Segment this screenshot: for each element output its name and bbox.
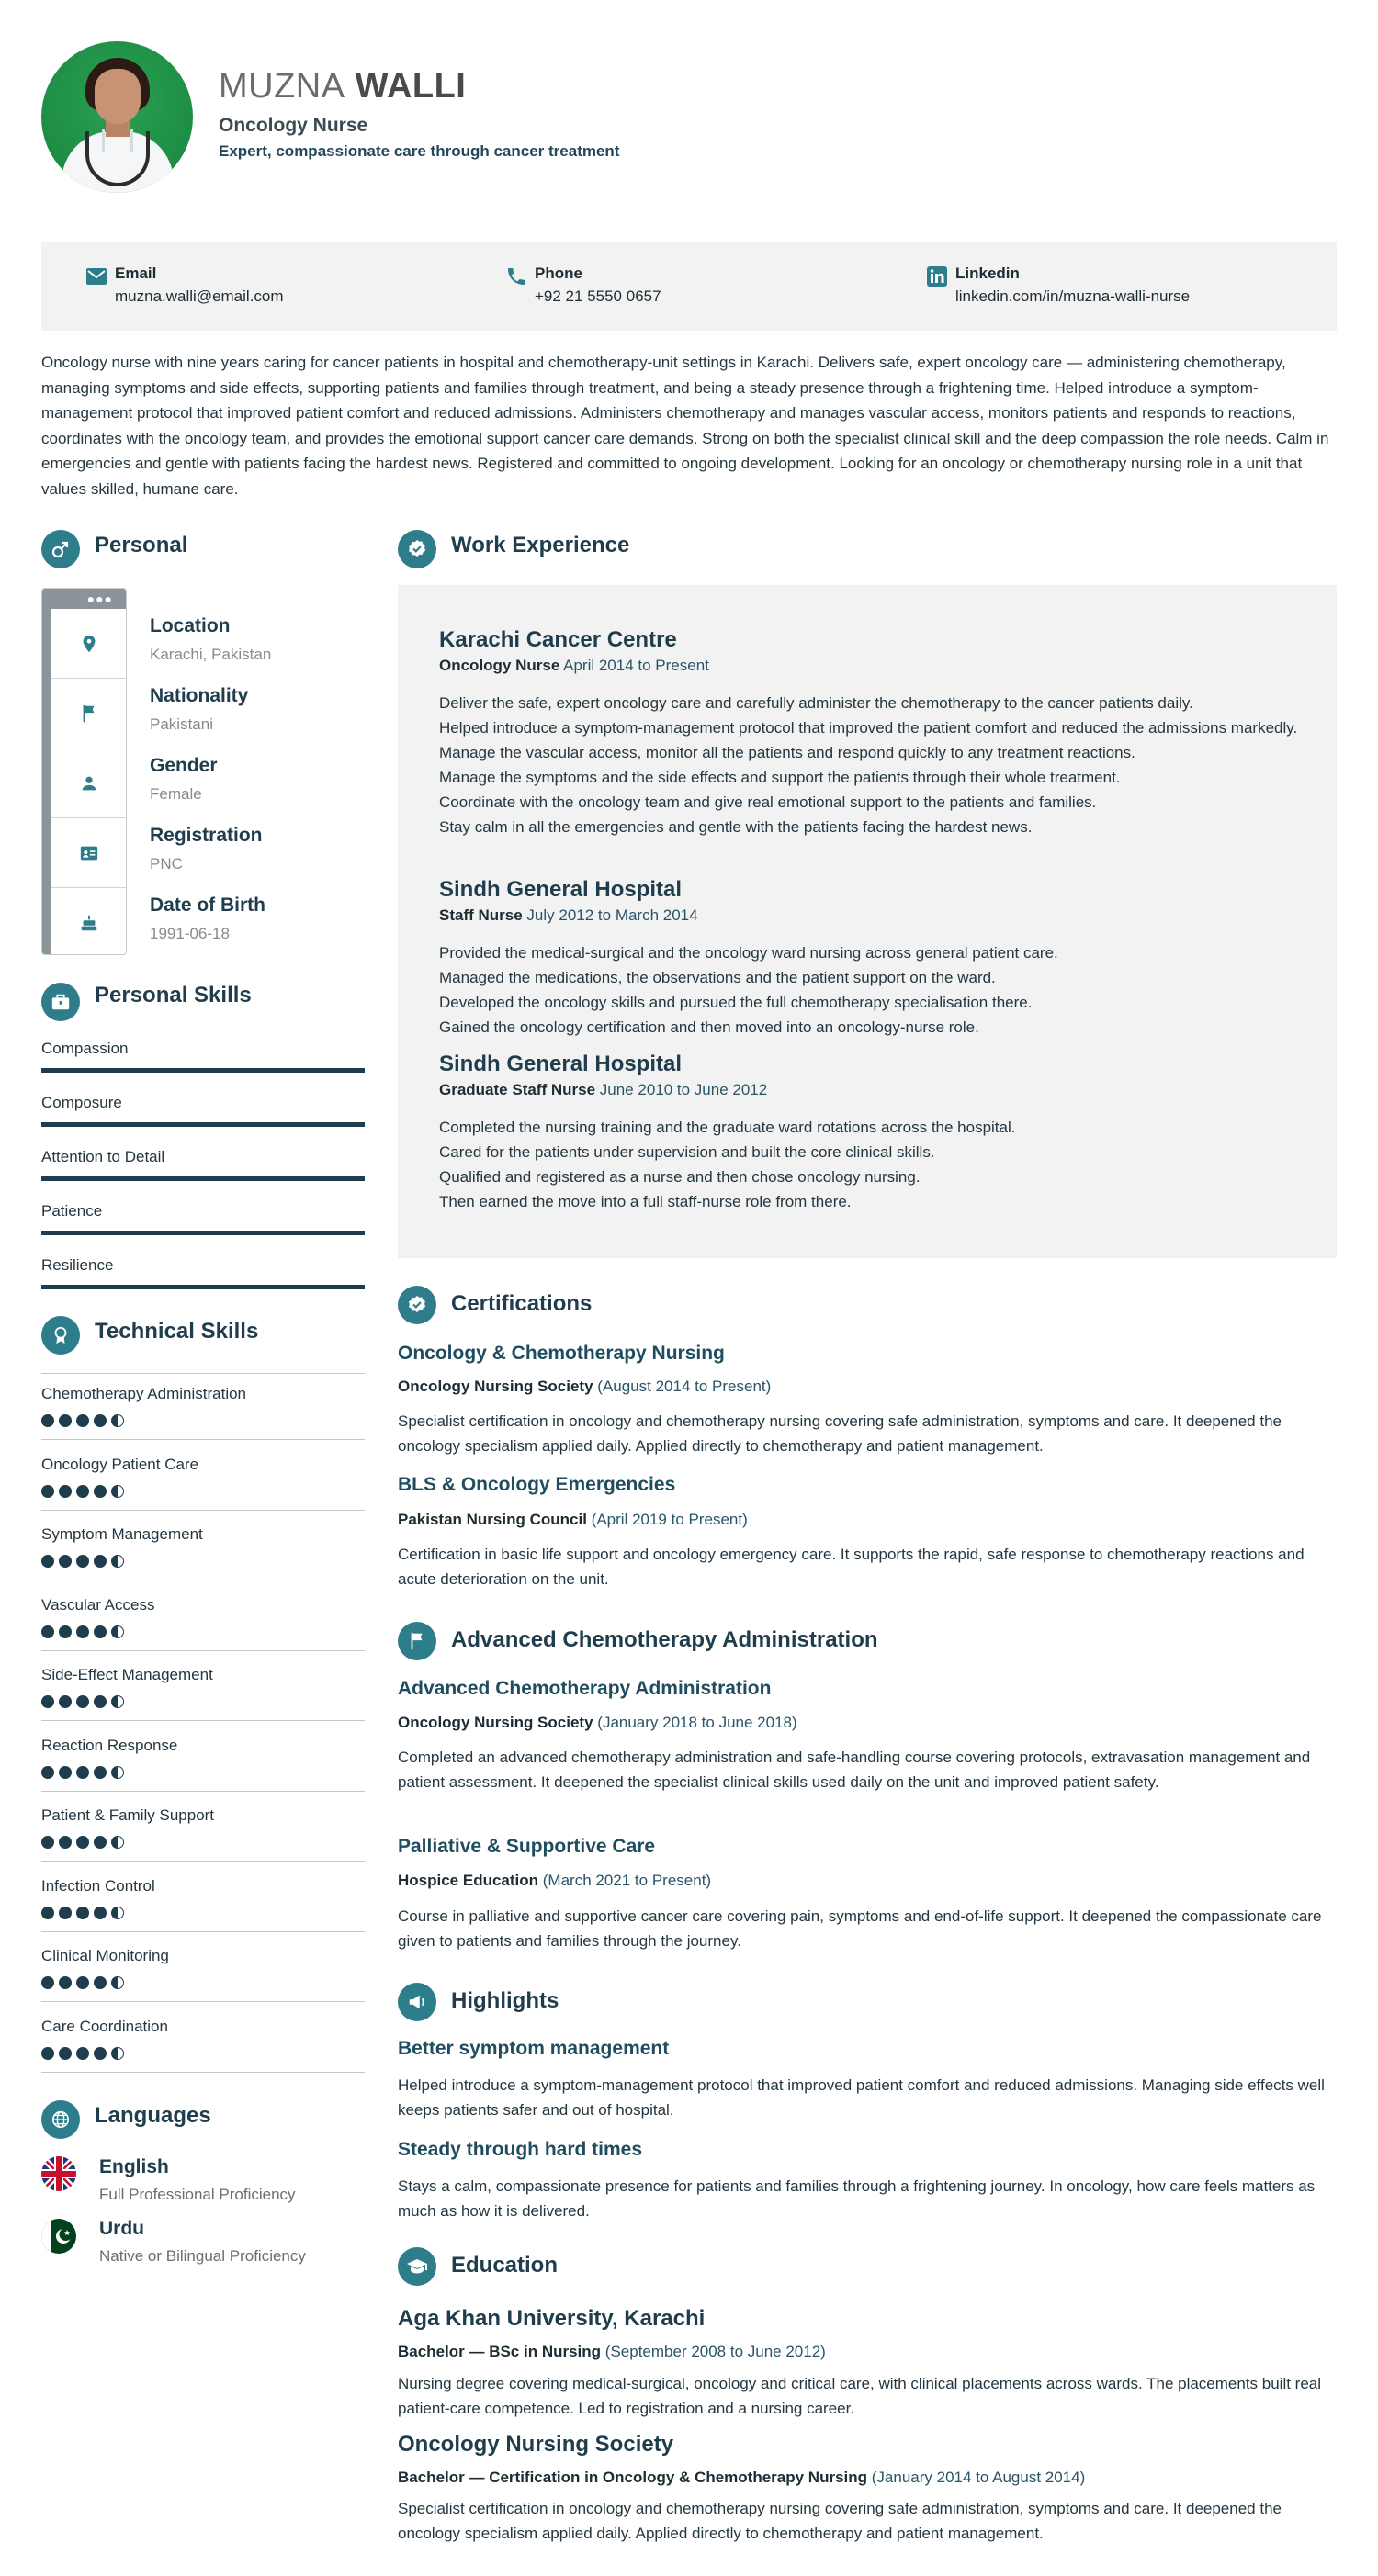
- first-name: MUZNA: [219, 67, 345, 106]
- job-duty: Then earned the move into a full staff-nurse role from there.: [439, 1193, 852, 1210]
- last-name: WALLI: [355, 67, 467, 106]
- certified-check-icon: [398, 1286, 436, 1324]
- certifications-heading: Certifications: [451, 1291, 593, 1316]
- full-name: [219, 67, 466, 107]
- job-company: Sindh General Hospital: [439, 1052, 683, 1076]
- job-duties: [439, 940, 1312, 1040]
- personal-icon-column: ●●●: [41, 588, 127, 955]
- location-label: Location: [150, 615, 231, 636]
- profile-photo: [41, 41, 193, 193]
- technical-skill: Oncology Patient Care: [41, 1456, 199, 1473]
- job-duty: Coordinate with the oncology team and give real emotional support to the patients and families.: [439, 793, 1097, 811]
- certification-title: Oncology & Chemotherapy Nursing: [398, 1343, 725, 1364]
- course-description: Course in palliative and supportive cancer care covering pain, symptoms and end-of-life support. It deepened the compassionate care given to patients and families through the journey.: [398, 1907, 1322, 1950]
- highlights-heading: Highlights: [451, 1988, 559, 2013]
- education-description: Nursing degree covering medical-surgical, oncology and critical care, with clinical placements across wards. The placements built real patient-care competence. Led to registration and a nursing career.: [398, 2375, 1322, 2417]
- job-dates: June 2010 to June 2012: [599, 1081, 768, 1098]
- linkedin-icon: [926, 265, 948, 287]
- pakistan-flag-icon: [41, 2219, 76, 2254]
- certification-period: (April 2019 to Present): [591, 1511, 748, 1528]
- job-duty: Cared for the patients under supervision and built the core clinical skills.: [439, 1143, 935, 1161]
- megaphone-icon: [398, 1983, 436, 2021]
- divider: [41, 1510, 365, 1511]
- certification-description: Specialist certification in oncology and chemotherapy nursing covering safe administration, symptoms and care. It deepened the oncology specialism applied daily. Applied directly to chemotherapy and patient management.: [398, 1412, 1282, 1455]
- job-role-line: [439, 657, 709, 675]
- technical-skill: Infection Control: [41, 1877, 155, 1895]
- linkedin-label: Linkedin: [955, 264, 1020, 282]
- linkedin-value[interactable]: linkedin.com/in/muzna-walli-nurse: [955, 287, 1191, 305]
- person-icon: [79, 773, 99, 793]
- skill-bar: [41, 1285, 365, 1289]
- job-role: Oncology Nurse: [439, 657, 560, 674]
- nationality-value: Pakistani: [150, 715, 213, 733]
- job-duties: [439, 1115, 1312, 1214]
- education-description: Specialist certification in oncology and chemotherapy nursing covering safe administration, symptoms and care. It deepened the oncology specialism applied daily. Applied directly to chemotherapy and patient management.: [398, 2500, 1282, 2542]
- certification-issuer: Oncology Nursing Society: [398, 1378, 593, 1395]
- language-name: Urdu: [99, 2218, 144, 2239]
- certification-issuer-line: [398, 1511, 748, 1529]
- course-period: (March 2021 to Present): [542, 1872, 712, 1889]
- personal-heading: Personal: [95, 533, 188, 557]
- highlight-description: Helped introduce a symptom-management protocol that improved patient comfort and reduced admissions. Managing side effects well keeps patients safer and out of hospital.: [398, 2076, 1325, 2119]
- course-description: Completed an advanced chemotherapy administration and safe-handling course covering protocols, extravasation management and patient assessment. It deepened the specialist clinical skills used daily on the unit and improved patient safety.: [398, 1749, 1311, 1791]
- email-label: Email: [115, 264, 157, 282]
- skill-rating: [41, 1836, 124, 1849]
- technical-skill: Reaction Response: [41, 1737, 178, 1754]
- divider: [41, 1650, 365, 1651]
- certification-description: Certification in basic life support and oncology emergency care. It supports the rapid, safe response to chemotherapy reactions and acute deterioration on the unit.: [398, 1546, 1305, 1588]
- skill-bar: [41, 1068, 365, 1073]
- job-role: Graduate Staff Nurse: [439, 1081, 596, 1098]
- technical-skill: Chemotherapy Administration: [41, 1385, 247, 1402]
- contact-bar: [41, 242, 1337, 331]
- highlight-title: Better symptom management: [398, 2038, 670, 2059]
- divider: [41, 2001, 365, 2002]
- certification-issuer: Pakistan Nursing Council: [398, 1511, 587, 1528]
- technical-skills-heading: Technical Skills: [95, 1319, 259, 1344]
- skill-bar: [41, 1176, 365, 1181]
- globe-icon: [41, 2100, 80, 2139]
- cake-icon: [79, 913, 99, 933]
- skill-rating: [41, 1555, 124, 1568]
- personal-skill: Patience: [41, 1202, 103, 1220]
- course-title: Advanced Chemotherapy Administration: [398, 1678, 772, 1699]
- registration-cell: [51, 818, 127, 888]
- phone-icon: [505, 265, 527, 287]
- gender-label: Gender: [150, 755, 218, 776]
- language-level: Native or Bilingual Proficiency: [99, 2247, 306, 2265]
- verified-badge-icon: [398, 530, 436, 568]
- highlight-title: Steady through hard times: [398, 2139, 643, 2160]
- gender-symbol-icon: [41, 530, 80, 568]
- course-provider-line: [398, 1872, 711, 1890]
- technical-skill: Vascular Access: [41, 1596, 155, 1614]
- job-duty: Manage the vascular access, monitor all the patients and respond quickly to any treatment reactions.: [439, 744, 1135, 761]
- registration-label: Registration: [150, 825, 263, 846]
- dob-label: Date of Birth: [150, 894, 265, 916]
- skill-rating: [41, 1976, 124, 1989]
- skill-rating: [41, 1695, 124, 1708]
- tagline: Expert, compassionate care through cancer treatment: [219, 142, 620, 160]
- education-period: (January 2014 to August 2014): [871, 2469, 1086, 2486]
- skill-rating: [41, 1485, 124, 1498]
- education-degree: Bachelor — Certification in Oncology & Chemotherapy Nursing: [398, 2469, 868, 2486]
- course-provider: Hospice Education: [398, 1872, 539, 1889]
- skill-rating: [41, 2047, 124, 2060]
- language-name: English: [99, 2156, 169, 2177]
- job-duty: Helped introduce a symptom-management protocol that improved the patient comfort and reduced the admissions markedly.: [439, 719, 1298, 737]
- education-institution: Aga Khan University, Karachi: [398, 2306, 706, 2331]
- skill-rating: [41, 1414, 124, 1427]
- job-role-line: [439, 1081, 767, 1099]
- map-pin-icon: [79, 634, 99, 654]
- flag-icon: [79, 703, 99, 724]
- divider: [41, 1373, 365, 1374]
- resume-header: [41, 41, 1337, 193]
- certification-period: (August 2014 to Present): [597, 1378, 772, 1395]
- divider: [41, 1931, 365, 1932]
- advanced-chemotherapy-heading: Advanced Chemotherapy Administration: [451, 1627, 878, 1652]
- job-duty: Manage the symptoms and the side effects and support the patients through their whole treatment.: [439, 769, 1121, 786]
- job-role-line: [439, 906, 698, 925]
- education-degree: Bachelor — BSc in Nursing: [398, 2343, 602, 2360]
- education-institution: Oncology Nursing Society: [398, 2432, 674, 2457]
- job-company: Karachi Cancer Centre: [439, 627, 677, 652]
- nationality-label: Nationality: [150, 685, 249, 706]
- dob-cell: [51, 888, 127, 955]
- education-degree-line: [398, 2343, 826, 2361]
- skill-rating: [41, 1907, 124, 1919]
- course-title: Palliative & Supportive Care: [398, 1836, 656, 1857]
- graduation-cap-icon: [398, 2247, 436, 2286]
- technical-skill: Patient & Family Support: [41, 1806, 215, 1824]
- personal-skill: Resilience: [41, 1256, 114, 1274]
- email-value[interactable]: muzna.walli@email.com: [115, 287, 284, 305]
- education-degree-line: [398, 2469, 1085, 2487]
- education-period: (September 2008 to June 2012): [604, 2343, 826, 2360]
- location-value: Karachi, Pakistan: [150, 646, 272, 663]
- course-provider: Oncology Nursing Society: [398, 1714, 593, 1731]
- technical-skill: Clinical Monitoring: [41, 1947, 169, 1964]
- divider: [41, 1720, 365, 1721]
- personal-skill: Compassion: [41, 1040, 129, 1057]
- job-duty: Completed the nursing training and the graduate ward rotations across the hospital.: [439, 1119, 1016, 1136]
- personal-skill: Attention to Detail: [41, 1148, 165, 1165]
- skill-rating: [41, 1766, 124, 1779]
- divider: [41, 1861, 365, 1862]
- job-duty: Provided the medical-surgical and the oncology ward nursing across general patient care.: [439, 944, 1058, 962]
- job-company: Sindh General Hospital: [439, 877, 683, 902]
- email-icon: [85, 265, 107, 287]
- flag-icon: [398, 1622, 436, 1660]
- job-duty: Gained the oncology certification and then moved into an oncology-nurse role.: [439, 1018, 979, 1036]
- skill-rating: [41, 1625, 124, 1638]
- languages-heading: Languages: [95, 2103, 211, 2128]
- profile-summary: Oncology nurse with nine years caring for cancer patients in hospital and chemotherapy-unit settings in Karachi. Delivers safe, expert oncology care — administering chemotherapy, managing symptoms and side effects, supporting patients and families through treatment, and being a steady presence through a frightening time. Helped introduce a symptom-management protocol that improved patient comfort and reduced admissions. Administers chemotherapy and manages vascular access, monitors patients and responds to reactions, coordinates with the oncology team, and provides the emotional support cancer care demands. Strong on both the specialist clinical skill and the deep compassion the role needs. Calm in emergencies and gentle with patients facing the hardest news. Registered and committed to ongoing development. Looking for an oncology or chemotherapy nursing role in a unit that values skilled, humane care.: [41, 354, 1329, 498]
- registration-value: PNC: [150, 855, 183, 872]
- course-period: (January 2018 to June 2018): [597, 1714, 797, 1731]
- technical-skill: Care Coordination: [41, 2018, 168, 2035]
- course-provider-line: [398, 1714, 797, 1732]
- job-role: Staff Nurse: [439, 906, 523, 924]
- divider: [41, 1791, 365, 1792]
- divider: [41, 1439, 365, 1440]
- job-duty: Managed the medications, the observations and the patient support on the ward.: [439, 969, 996, 986]
- certification-issuer-line: [398, 1378, 771, 1396]
- job-duty: Stay calm in all the emergencies and gentle with the patients facing the hardest news.: [439, 818, 1033, 836]
- job-duties: [439, 691, 1312, 839]
- job-dates: July 2012 to March 2014: [526, 906, 698, 924]
- phone-label: Phone: [535, 264, 582, 282]
- skill-bar: [41, 1231, 365, 1235]
- job-duty: Developed the oncology skills and pursued the full chemotherapy specialisation there.: [439, 994, 1033, 1011]
- nationality-cell: [51, 679, 127, 748]
- personal-skills-heading: Personal Skills: [95, 983, 252, 1007]
- job-title: Oncology Nurse: [219, 115, 368, 136]
- uk-flag-icon: [41, 2156, 76, 2191]
- phone-value[interactable]: +92 21 5550 0657: [535, 287, 661, 305]
- location-cell: [51, 609, 127, 679]
- personal-skill: Composure: [41, 1094, 122, 1111]
- award-icon: [41, 1316, 80, 1355]
- job-duty: Deliver the safe, expert oncology care and carefully administer the chemotherapy to the cancer patients daily.: [439, 694, 1193, 712]
- job-dates: April 2014 to Present: [563, 657, 709, 674]
- work-experience-heading: Work Experience: [451, 533, 630, 557]
- id-card-icon: [78, 843, 100, 863]
- technical-skill: Symptom Management: [41, 1525, 203, 1543]
- dob-value: 1991-06-18: [150, 925, 230, 942]
- gender-value: Female: [150, 785, 202, 803]
- technical-skill: Side-Effect Management: [41, 1666, 213, 1683]
- gender-cell: [51, 748, 127, 818]
- briefcase-icon: [41, 983, 80, 1021]
- skill-bar: [41, 1122, 365, 1127]
- divider: [41, 2072, 365, 2073]
- certification-title: BLS & Oncology Emergencies: [398, 1474, 676, 1495]
- job-duty: Qualified and registered as a nurse and then chose oncology nursing.: [439, 1168, 921, 1186]
- education-heading: Education: [451, 2253, 559, 2278]
- language-level: Full Professional Proficiency: [99, 2186, 296, 2203]
- highlight-description: Stays a calm, compassionate presence for patients and families through a frightening journey. In oncology, how care feels matters as much as how it is delivered.: [398, 2177, 1316, 2220]
